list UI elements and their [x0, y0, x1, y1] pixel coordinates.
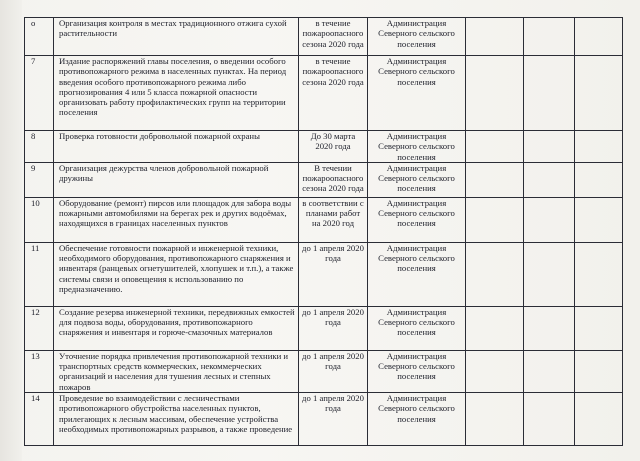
row-number: 14: [25, 393, 54, 446]
empty-cell: [466, 131, 524, 163]
measure-text: Издание распоряжений главы поселения, о введении особого противопожарного режима в населенных пунктах. На период введения особого противопожарного режима либо прогнозирования 4 или 5 класса пожарной опасности организовать работу профилактических групп на территории поселения: [54, 56, 299, 131]
empty-cell: [466, 350, 524, 392]
term-text: в соответствии с планами работ на 2020 год: [299, 197, 368, 242]
term-text: до 1 апреля 2020 года: [299, 393, 368, 446]
responsible-text: Администрация Северного сельского поселения: [368, 350, 466, 392]
empty-cell: [524, 131, 575, 163]
empty-cell: [575, 393, 623, 446]
empty-cell: [524, 393, 575, 446]
responsible-text: Администрация Северного сельского поселения: [368, 197, 466, 242]
term-text: В течении пожароопасного сезона 2020 года: [299, 162, 368, 197]
term-text: в течение пожароопасного сезона 2020 года: [299, 56, 368, 131]
empty-cell: [575, 131, 623, 163]
term-text: До 30 марта 2020 года: [299, 131, 368, 163]
empty-cell: [466, 162, 524, 197]
table-row: [25, 18, 623, 56]
fire-safety-measures-table: [24, 17, 623, 446]
row-number: 8: [25, 131, 54, 163]
term-text: до 1 апреля 2020 года: [299, 242, 368, 306]
responsible-text: Администрация Северного сельского поселения: [368, 131, 466, 163]
measure-text: Организация дежурства членов добровольной пожарной дружины: [54, 162, 299, 197]
empty-cell: [575, 162, 623, 197]
table-row: [25, 131, 623, 163]
row-number: 11: [25, 242, 54, 306]
responsible-text: Администрация Северного сельского поселения: [368, 242, 466, 306]
measure-text: Уточнение порядка привлечения противопожарной техники и транспортных средств коммерческих, некоммерческих организаций и населения для тушения лесных и степных пожаров: [54, 350, 299, 392]
empty-cell: [524, 242, 575, 306]
empty-cell: [575, 18, 623, 56]
table-row: [25, 162, 623, 197]
measure-text: Проведение во взаимодействии с лесничествами противопожарного обустройства населенных пунктов, прилегающих к лесным массивам, обеспечение устройства необходимых противопожарных разрывов, а также проведение: [54, 393, 299, 446]
row-number: 7: [25, 56, 54, 131]
table-row: [25, 350, 623, 392]
measure-text: Проверка готовности добровольной пожарной охраны: [54, 131, 299, 163]
empty-cell: [575, 306, 623, 350]
responsible-text: Администрация Северного сельского поселения: [368, 393, 466, 446]
empty-cell: [575, 242, 623, 306]
empty-cell: [524, 197, 575, 242]
empty-cell: [575, 350, 623, 392]
responsible-text: Администрация Северного сельского поселения: [368, 162, 466, 197]
empty-cell: [524, 162, 575, 197]
row-number: 13: [25, 350, 54, 392]
empty-cell: [466, 306, 524, 350]
table-row: [25, 56, 623, 131]
responsible-text: Администрация Северного сельского поселения: [368, 56, 466, 131]
term-text: до 1 апреля 2020 года: [299, 306, 368, 350]
empty-cell: [466, 56, 524, 131]
measure-text: Организация контроля в местах традиционного отжига сухой растительности: [54, 18, 299, 56]
row-number: о: [25, 18, 54, 56]
row-number: 10: [25, 197, 54, 242]
responsible-text: Администрация Северного сельского поселения: [368, 306, 466, 350]
empty-cell: [575, 197, 623, 242]
empty-cell: [575, 56, 623, 131]
table-row: [25, 306, 623, 350]
table-row: [25, 197, 623, 242]
empty-cell: [524, 306, 575, 350]
page-edge-shadow: [0, 0, 22, 461]
empty-cell: [466, 197, 524, 242]
table-row: [25, 242, 623, 306]
measure-text: Создание резерва инженерной техники, передвижных емкостей для подвоза воды, оборудования, противопожарного снаряжения и инвентаря и горюче-смазочных материалов: [54, 306, 299, 350]
term-text: в течение пожароопасного сезона 2020 года: [299, 18, 368, 56]
term-text: до 1 апреля 2020 года: [299, 350, 368, 392]
empty-cell: [524, 350, 575, 392]
empty-cell: [466, 18, 524, 56]
measure-text: Оборудование (ремонт) пирсов или площадок для забора воды пожарными автомобилями на берегах рек и других водоёмах, находящихся в границах населенных пунктов: [54, 197, 299, 242]
row-number: 12: [25, 306, 54, 350]
empty-cell: [524, 18, 575, 56]
empty-cell: [466, 242, 524, 306]
empty-cell: [524, 56, 575, 131]
responsible-text: Администрация Северного сельского поселения: [368, 18, 466, 56]
empty-cell: [466, 393, 524, 446]
table-row: [25, 393, 623, 446]
row-number: 9: [25, 162, 54, 197]
measure-text: Обеспечение готовности пожарной и инженерной техники, необходимого оборудования, противопожарного снаряжения и инвентаря (ранцевых огнетушителей, хлопушек и т.п.), а также системы связи и оповещения к использованию по предназначению.: [54, 242, 299, 306]
